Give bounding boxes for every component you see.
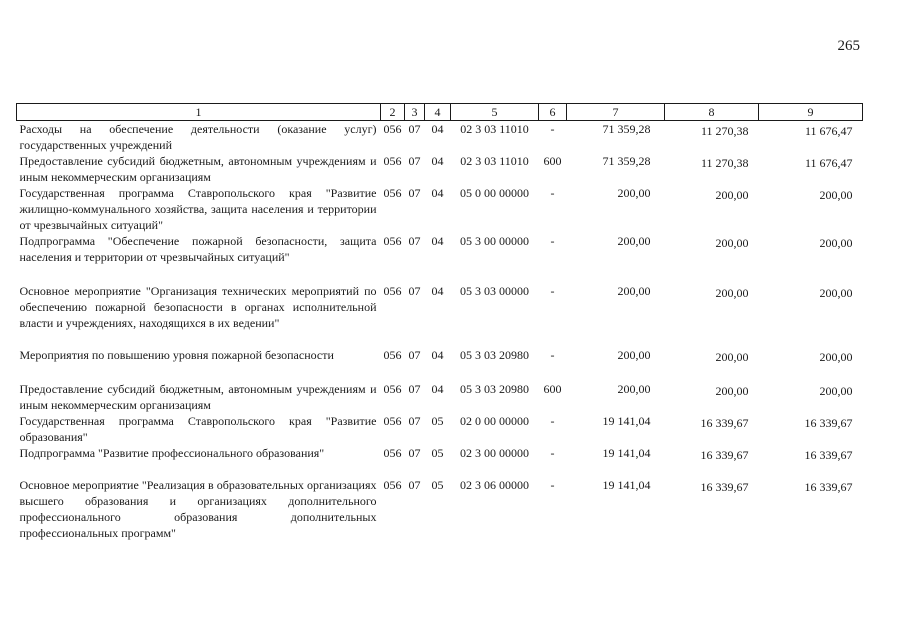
cell-chapter: 056 — [383, 122, 402, 136]
cell-amount-9: 200,00 — [819, 236, 853, 250]
cell-amount-9: 16 339,67 — [804, 480, 853, 494]
cell-amount-9: 16 339,67 — [804, 416, 853, 430]
row-name: Основное мероприятие "Реализация в образовательных организациях высшего образования и организациях дополнительного профессионального образования дополнительных профессиональных программ" — [19, 478, 377, 540]
cell-expense-type: - — [550, 186, 555, 200]
cell-section: 07 — [408, 478, 421, 492]
cell-expense-type: 600 — [543, 382, 562, 396]
cell-subsection: 04 — [431, 186, 444, 200]
cell-section: 07 — [408, 234, 421, 248]
table-row — [17, 121, 863, 154]
table-row — [17, 477, 863, 541]
cell-section: 07 — [408, 382, 421, 396]
cell-amount-7: 200,00 — [617, 284, 651, 298]
cell-amount-8: 200,00 — [715, 286, 749, 300]
cell-amount-8: 16 339,67 — [700, 480, 749, 494]
cell-amount-8: 200,00 — [715, 188, 749, 202]
cell-expense-type: - — [550, 446, 555, 460]
cell-amount-8: 200,00 — [715, 384, 749, 398]
row-name: Предоставление субсидий бюджетным, автономным учреждениям и иным некоммерческим организациям — [19, 154, 377, 184]
cell-section: 07 — [408, 154, 421, 168]
cell-target: 05 3 00 00000 — [460, 234, 529, 248]
cell-amount-7: 19 141,04 — [602, 478, 651, 492]
cell-section: 07 — [408, 446, 421, 460]
table-row — [17, 233, 863, 283]
cell-section: 07 — [408, 414, 421, 428]
header-cell: 6 — [539, 104, 567, 121]
cell-expense-type: - — [550, 348, 555, 362]
header-cell: 5 — [451, 104, 539, 121]
cell-subsection: 05 — [431, 414, 444, 428]
header-cell: 2 — [381, 104, 405, 121]
cell-chapter: 056 — [383, 478, 402, 492]
cell-subsection: 04 — [431, 122, 444, 136]
cell-target: 02 3 00 00000 — [460, 446, 529, 460]
cell-subsection: 05 — [431, 446, 444, 460]
cell-target: 02 0 00 00000 — [460, 414, 529, 428]
row-name: Государственная программа Ставропольского края "Развитие образования" — [19, 414, 377, 444]
row-name: Государственная программа Ставропольского края "Развитие жилищно-коммунального хозяйства, защита населения и территории от чрезвычайных ситуаций" — [19, 186, 377, 232]
header-cell: 4 — [425, 104, 451, 121]
cell-amount-7: 19 141,04 — [602, 446, 651, 460]
cell-chapter: 056 — [383, 284, 402, 298]
header-cell: 7 — [567, 104, 665, 121]
table-row — [17, 185, 863, 233]
table-row — [17, 413, 863, 445]
header-row — [17, 104, 863, 121]
row-name: Основное мероприятие "Организация технических мероприятий по обеспечению пожарной безопасности в органах исполнительной власти и учреждениях, находящихся в их ведении" — [19, 284, 377, 330]
cell-target: 02 3 03 11010 — [460, 154, 529, 168]
row-name: Подпрограмма "Развитие профессионального образования" — [19, 446, 325, 460]
header-cell: 9 — [759, 104, 863, 121]
cell-amount-8: 16 339,67 — [700, 448, 749, 462]
cell-subsection: 04 — [431, 382, 444, 396]
cell-expense-type: - — [550, 414, 555, 428]
cell-chapter: 056 — [383, 154, 402, 168]
cell-expense-type: 600 — [543, 154, 562, 168]
table-row — [17, 153, 863, 185]
cell-subsection: 04 — [431, 348, 444, 362]
cell-amount-7: 19 141,04 — [602, 414, 651, 428]
cell-amount-8: 16 339,67 — [700, 416, 749, 430]
cell-amount-8: 200,00 — [715, 350, 749, 364]
cell-expense-type: - — [550, 478, 555, 492]
cell-amount-9: 200,00 — [819, 384, 853, 398]
cell-subsection: 04 — [431, 234, 444, 248]
row-name: Предоставление субсидий бюджетным, автономным учреждениям и иным некоммерческим организациям — [19, 382, 377, 412]
cell-section: 07 — [408, 348, 421, 362]
header-cell: 1 — [17, 104, 381, 121]
cell-target: 05 3 03 20980 — [460, 382, 529, 396]
cell-amount-8: 11 270,38 — [700, 156, 749, 170]
cell-amount-9: 200,00 — [819, 350, 853, 364]
cell-amount-7: 71 359,28 — [602, 154, 651, 168]
table-row — [17, 381, 863, 413]
cell-chapter: 056 — [383, 348, 402, 362]
cell-amount-7: 200,00 — [617, 186, 651, 200]
cell-amount-9: 11 676,47 — [804, 124, 853, 138]
table-row — [17, 283, 863, 347]
cell-chapter: 056 — [383, 186, 402, 200]
cell-target: 05 3 03 20980 — [460, 348, 529, 362]
cell-section: 07 — [408, 186, 421, 200]
cell-amount-7: 200,00 — [617, 234, 651, 248]
cell-amount-9: 16 339,67 — [804, 448, 853, 462]
cell-chapter: 056 — [383, 414, 402, 428]
cell-amount-7: 200,00 — [617, 348, 651, 362]
row-name: Подпрограмма "Обеспечение пожарной безопасности, защита населения и территории от чрезвычайных ситуаций" — [19, 234, 377, 264]
cell-amount-9: 200,00 — [819, 188, 853, 202]
cell-expense-type: - — [550, 122, 555, 136]
cell-subsection: 04 — [431, 154, 444, 168]
cell-subsection: 05 — [431, 478, 444, 492]
cell-expense-type: - — [550, 284, 555, 298]
cell-target: 05 3 03 00000 — [460, 284, 529, 298]
cell-expense-type: - — [550, 234, 555, 248]
cell-target: 02 3 03 11010 — [460, 122, 529, 136]
cell-amount-8: 11 270,38 — [700, 124, 749, 138]
cell-section: 07 — [408, 122, 421, 136]
cell-amount-7: 200,00 — [617, 382, 651, 396]
cell-chapter: 056 — [383, 234, 402, 248]
page-number: 265 — [837, 38, 860, 54]
header-cell: 8 — [665, 104, 759, 121]
budget-table — [16, 103, 863, 541]
row-name: Расходы на обеспечение деятельности (оказание услуг) государственных учреждений — [19, 122, 377, 152]
cell-amount-9: 11 676,47 — [804, 156, 853, 170]
cell-target: 05 0 00 00000 — [460, 186, 529, 200]
header-cell: 3 — [405, 104, 425, 121]
cell-section: 07 — [408, 284, 421, 298]
cell-chapter: 056 — [383, 446, 402, 460]
cell-amount-7: 71 359,28 — [602, 122, 651, 136]
cell-target: 02 3 06 00000 — [460, 478, 529, 492]
row-name: Мероприятия по повышению уровня пожарной безопасности — [19, 348, 334, 362]
cell-subsection: 04 — [431, 284, 444, 298]
cell-amount-8: 200,00 — [715, 236, 749, 250]
cell-amount-9: 200,00 — [819, 286, 853, 300]
cell-chapter: 056 — [383, 382, 402, 396]
table-row — [17, 445, 863, 477]
table-row — [17, 347, 863, 381]
